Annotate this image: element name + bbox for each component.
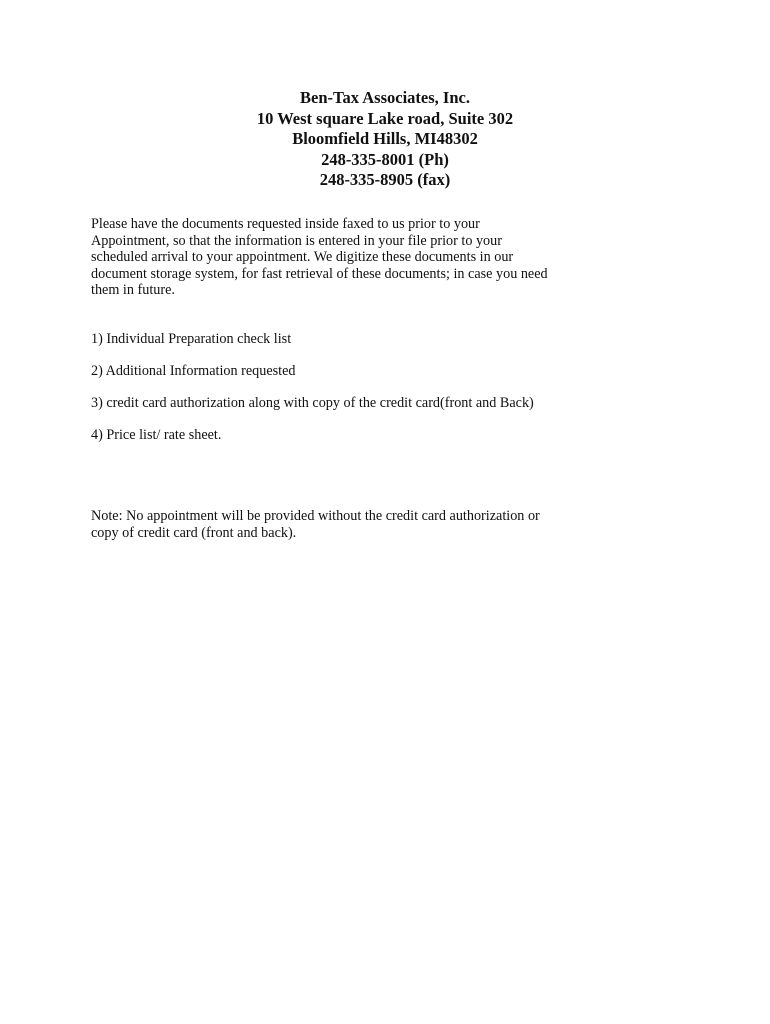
address-line-2: Bloomfield Hills, MI48302 (292, 129, 478, 148)
document-list-item: 1) Individual Preparation check list (91, 331, 292, 347)
letterhead (0, 88, 770, 191)
phone-number: 248-335-8001 (Ph) (321, 149, 449, 169)
intro-line: Please have the documents requested inside faxed to us prior to your (91, 216, 480, 232)
address-line-1: 10 West square Lake road, Suite 302 (256, 108, 514, 128)
intro-line: scheduled arrival to your appointment. We digitize these documents in our (91, 249, 514, 266)
intro-line: document storage system, for fast retrieval of these documents; in case you need (91, 265, 548, 282)
document-list-item: 4) Price list/ rate sheet. (91, 427, 222, 443)
intro-line: Appointment, so that the information is entered in your file prior to your (91, 232, 502, 249)
document-list-item: 3) credit card authorization along with copy of the credit card(front and Back) (91, 395, 534, 411)
note-line: copy of credit card (front and back). (91, 524, 297, 541)
intro-line: them in future. (91, 282, 175, 299)
document-list-item: 2) Additional Information requested (91, 363, 296, 379)
company-name: Ben-Tax Associates, Inc. (300, 88, 470, 107)
intro-paragraph (91, 216, 691, 299)
note-line: Note: No appointment will be provided without the credit card authorization or (91, 508, 540, 524)
fax-number: 248-335-8905 (fax) (319, 170, 451, 189)
appointment-note (91, 508, 711, 541)
